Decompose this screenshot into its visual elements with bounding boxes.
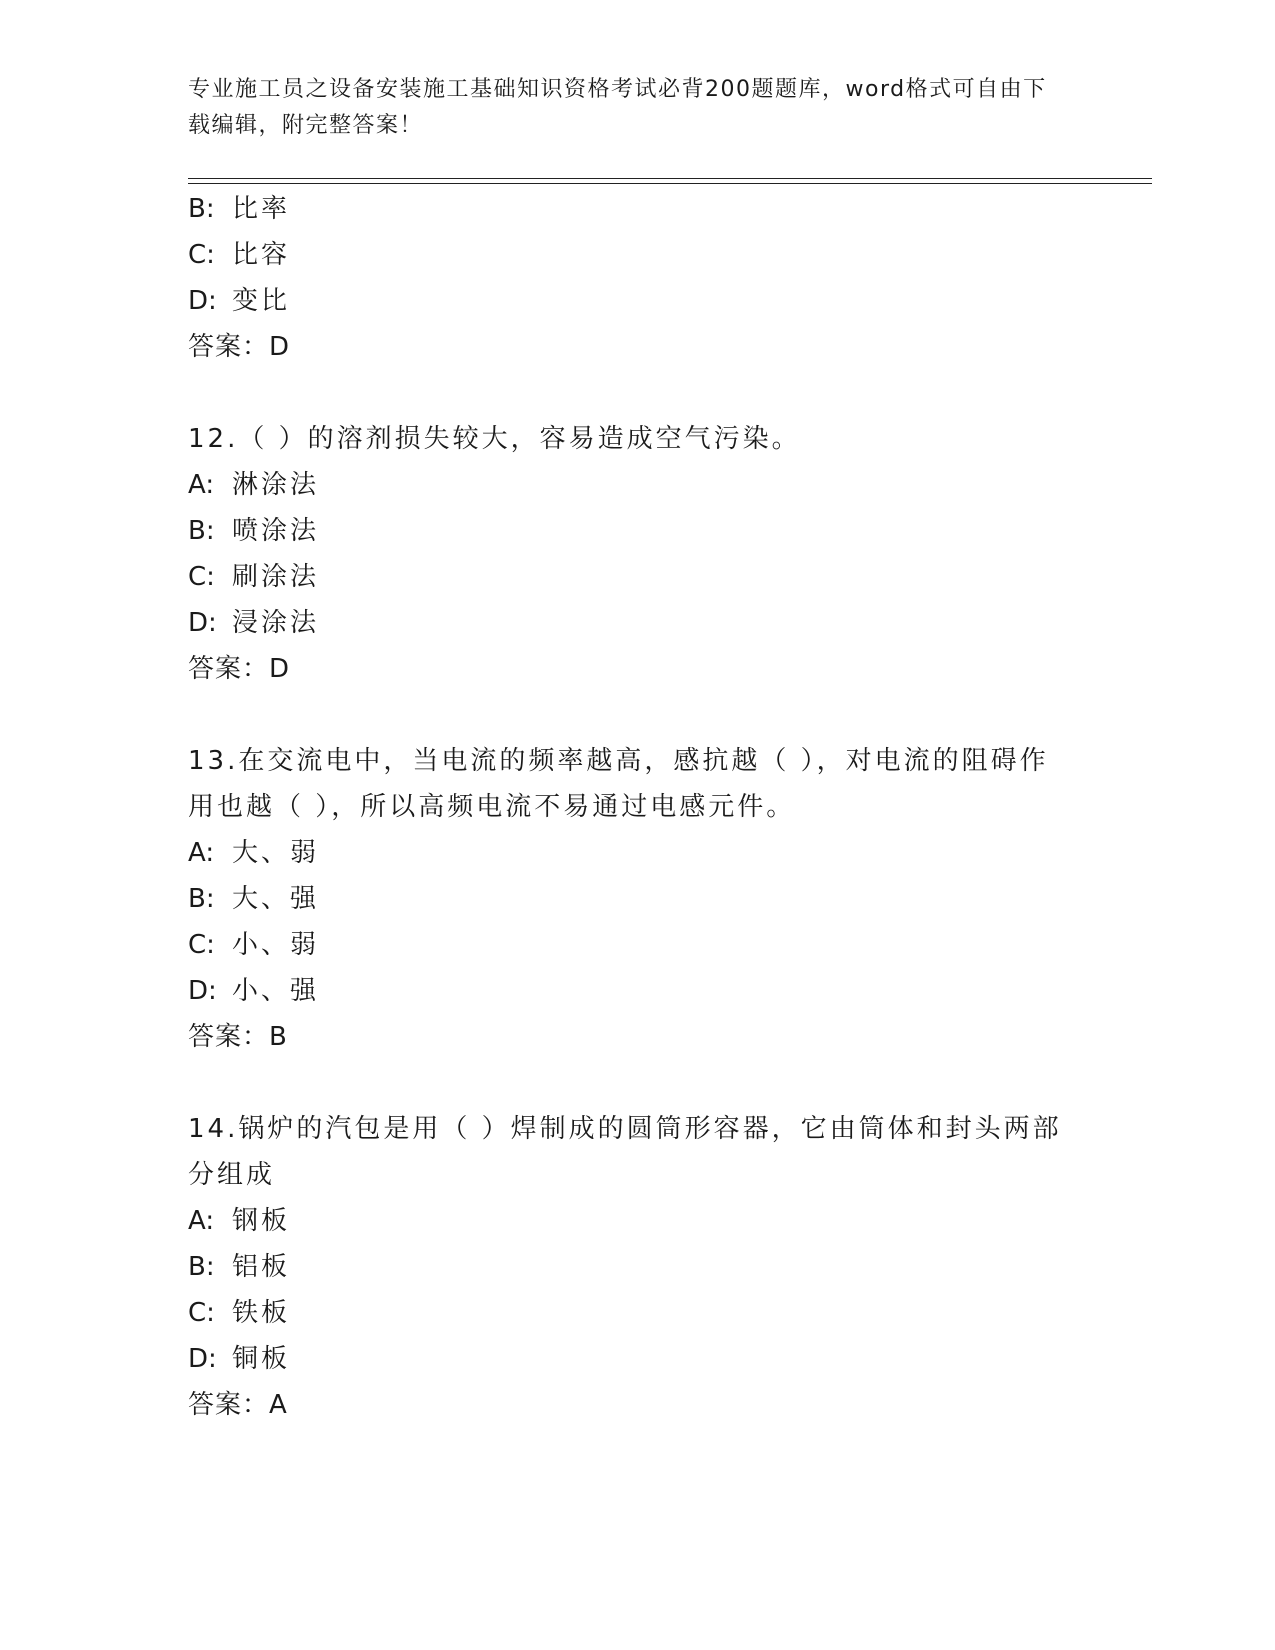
question-stem-line-1: 14.锅炉的汽包是用（ ）焊制成的圆筒形容器，它由筒体和封头两部 — [188, 1114, 1062, 1144]
question-continued — [188, 186, 1068, 370]
question-13 — [188, 738, 1068, 1060]
option-c: C: 铁板 — [188, 1298, 291, 1328]
answer-line: 答案：D — [188, 332, 293, 362]
option-d: D: 变比 — [188, 286, 291, 316]
option-a: A: 大、弱 — [188, 838, 320, 868]
question-14 — [188, 1106, 1068, 1428]
document-header — [188, 72, 1068, 144]
question-stem-line-2: 分组成 — [188, 1160, 276, 1190]
header-divider-top — [188, 178, 1152, 179]
option-b: B: 喷涂法 — [188, 516, 320, 546]
answer-line: 答案：B — [188, 1022, 290, 1052]
option-d: D: 浸涂法 — [188, 608, 320, 638]
option-d: D: 小、强 — [188, 976, 320, 1006]
answer-line: 答案：D — [188, 654, 293, 684]
question-stem-line-2: 用也越（ ），所以高频电流不易通过电感元件。 — [188, 792, 796, 822]
option-c: C: 比容 — [188, 240, 291, 270]
option-c: C: 刷涂法 — [188, 562, 320, 592]
option-d: D: 铜板 — [188, 1344, 291, 1374]
option-a: A: 淋涂法 — [188, 470, 320, 500]
question-12 — [188, 416, 1068, 692]
question-list — [188, 186, 1068, 1428]
option-c: C: 小、弱 — [188, 930, 320, 960]
answer-line: 答案：A — [188, 1390, 290, 1420]
option-a: A: 钢板 — [188, 1206, 291, 1236]
header-divider-bottom — [188, 183, 1152, 184]
header-title: 专业施工员之设备安装施工基础知识资格考试必背200题题库，word格式可自由下载编辑，附完整答案！ — [188, 77, 1047, 138]
option-b: B: 大、强 — [188, 884, 320, 914]
option-b: B: 比率 — [188, 194, 291, 224]
question-stem-line-1: 13.在交流电中，当电流的频率越高，感抗越（ ），对电流的阻碍作 — [188, 746, 1049, 776]
option-b: B: 铝板 — [188, 1252, 291, 1282]
question-stem: 12.（ ）的溶剂损失较大，容易造成空气污染。 — [188, 424, 801, 454]
